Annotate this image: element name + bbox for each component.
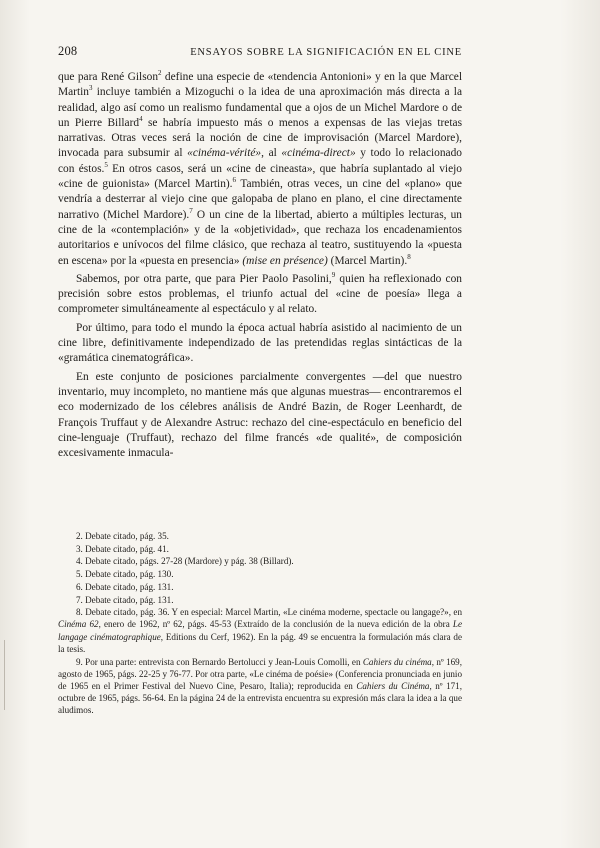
italic-text: Cahiers du cinéma — [362, 656, 432, 667]
text-run: 5. Debate citado, pág. 130. — [76, 569, 174, 580]
italic-text: Cahiers du Cinéma — [356, 680, 430, 691]
footnote — [58, 568, 462, 580]
italic-text: «cinéma-direct» — [281, 147, 356, 160]
text-run: que para René Gilson — [58, 71, 159, 83]
text-run: , nº 169, agosto de 1965, págs. 22-25 y 76-77. Por otra parte, «Le cinéma de poésie» (Conferencia pronunciada en junio de 1965 en el Primer Festival del Nuevo Cine, Pesaro, Italia); reproducida en — [58, 656, 462, 691]
footnote — [58, 606, 462, 655]
text-run: define una especie de «tendencia Antonioni» y en la que Marcel Martin — [58, 71, 462, 99]
footnote-ref: 7 — [189, 206, 193, 215]
text-run: , nº 171, octubre de 1965, págs. 56-64. En la página 24 de la entrevista encuentra su expresión más clara la idea a la que aludimos. — [58, 680, 462, 716]
footnote-ref: 2 — [158, 69, 162, 78]
text-run: , al — [261, 147, 282, 160]
italic-text: (mise en présence) — [242, 254, 328, 267]
footnote — [58, 555, 462, 567]
footnote — [58, 543, 462, 555]
text-run: 7. Debate citado, pág. 131. — [76, 594, 174, 605]
footnote-ref: 8 — [407, 252, 411, 261]
text-run: En este conjunto de posiciones parcialmente convergentes —del que nuestro inventario, muy incompleto, no mantiene más que algunas muestras— encontraremos el eco modernizado de los célebres análisis de André Bazin, de Roger Leenhardt, de François Truffaut y de Alexandre Astruc: rechazo del cine-espectáculo en beneficio del cine-lenguaje (Truffaut), rechazo del filme francés «de qualité», de composición excesivamente inmacula- — [58, 370, 462, 460]
text-run: (Marcel Martin). — [327, 254, 408, 267]
text-run: Sabemos, por otra parte, que para Pier Paolo Pasolini, — [76, 272, 332, 285]
text-run: 2. Debate citado, pág. 35. — [76, 531, 169, 541]
text-run: incluye también a Mizoguchi o la idea de una aproximación más directa a la realidad, algo así como un realismo fundamental que a ojos de un Michel Mardore o de un Pierre Billard — [58, 86, 462, 129]
footnote — [58, 581, 462, 593]
footnote-ref: 5 — [104, 160, 108, 169]
running-header — [58, 44, 462, 59]
text-run: 6. Debate citado, pág. 131. — [76, 581, 174, 592]
text-run: y todo lo relacionado con éstos. — [58, 147, 463, 175]
page-number: 208 — [58, 44, 78, 58]
text-run: , Editions du Cerf, 1962). En la pág. 49 se encuentra la formulación más clara de la tesis. — [58, 631, 462, 654]
footnote — [58, 530, 462, 542]
text-run: 4. Debate citado, págs. 27-28 (Mardore) y pág. 38 (Billard). — [76, 556, 294, 567]
body-text — [58, 70, 462, 461]
footnote — [58, 656, 462, 717]
text-run: , enero de 1962, nº 62, págs. 45-53 (Extraído de la conclusión de la nueva edición de la obra — [98, 619, 453, 630]
italic-text: «cinéma-vérité» — [187, 147, 262, 160]
scan-edge-mark — [4, 640, 5, 710]
footnotes — [58, 530, 462, 717]
text-run: quien ha reflexionado con precisión sobre estos problemas, el triunfo actual del «cine de poesía» llega a comprometer simultáneamente al espectáculo y al relato. — [58, 272, 462, 316]
footnote-ref: 9 — [331, 271, 336, 280]
text-run: En otros casos, será un «cine de cineasta», que habría suplantado al viejo «cine de guionista» (Marcel Martin). — [58, 162, 462, 191]
footnote-ref: 3 — [89, 84, 93, 93]
text-run: 3. Debate citado, pág. 41. — [76, 543, 169, 554]
paragraph — [58, 370, 462, 462]
paragraph — [58, 272, 462, 318]
footnote-ref: 4 — [139, 115, 143, 124]
italic-text: Le langage cinématographique — [58, 619, 462, 642]
italic-text: Cinéma 62 — [58, 619, 99, 630]
paragraph — [58, 70, 462, 269]
text-run: 8. Debate citado, pág. 36. Y en especial: Marcel Martin, «Le cinéma moderne, spectacle ou langage?», en — [76, 607, 462, 618]
text-run: Por último, para todo el mundo la época actual habría asistido al nacimiento de un cine libre, definitivamente independizado de las pretendidas reglas sintácticas de la «gramática cinematográfica». — [58, 321, 462, 365]
footnote-ref: 6 — [232, 176, 237, 185]
text-run: O un cine de la libertad, abierto a múltiples lecturas, un cine de la «contemplación» y de la «objetividad», que rechaza los encadenamientos autoritarios e unívocos del filme clásico, que rechaza al teatro, sustituyendo la «puesta en escena» por la «puesta en presencia» — [58, 208, 462, 267]
text-run: se habría impuesto más o menos a expensas de las viejas tretas narrativas. Otras veces será la noción de cine de improvisación (Marcel Mardore), invocada para subsumir al — [58, 116, 462, 160]
text-run: 9. Por una parte: entrevista con Bernardo Bertolucci y Jean-Louis Comolli, en — [76, 656, 363, 667]
paragraph — [58, 321, 462, 367]
running-title: ENSAYOS SOBRE LA SIGNIFICACIÓN EN EL CINE — [190, 47, 462, 58]
footnote — [58, 594, 462, 606]
text-run: También, otras veces, un cine del «plano» que vendría a desterrar al viejo cine que galopaba de plano en plano, el cine directamente narrativo (Michel Mardore). — [58, 178, 462, 221]
